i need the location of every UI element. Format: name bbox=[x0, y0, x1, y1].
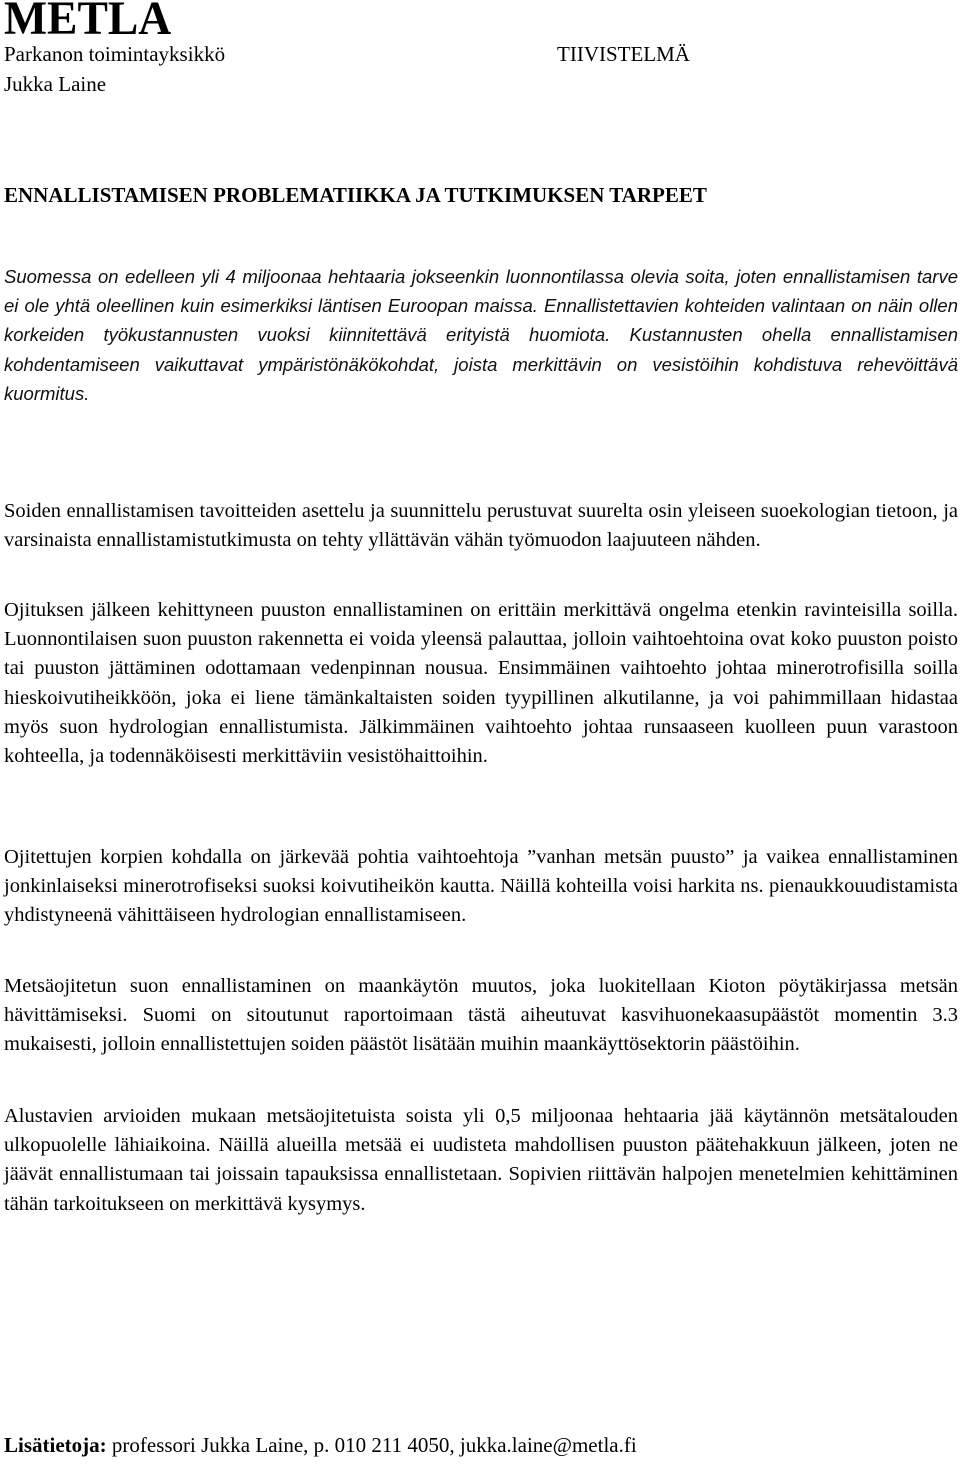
document-type: TIIVISTELMÄ bbox=[557, 42, 690, 66]
author-name: Jukka Laine bbox=[4, 72, 107, 96]
document-title: ENNALLISTAMISEN PROBLEMATIIKKA JA TUTKIMUKSEN TARPEET bbox=[4, 183, 707, 207]
footer-contact bbox=[4, 1431, 637, 1459]
body-paragraph-1: Soiden ennallistamisen tavoitteiden asettelu ja suunnittelu perustuvat suurelta osin yleiseen suoekologian tietoon, ja varsinaista ennallistamistutkimusta on tehty yllättävän vähän työmuodon laajuuteen nähden. bbox=[4, 500, 958, 552]
body-paragraph-3: Ojitettujen korpien kohdalla on järkevää pohtia vaihtoehtoja ”vanhan metsän puusto” ja vaikea ennallistaminen jonkinlaiseksi minerotrofiseksi suoksi koivutiheikön kautta. Näillä kohteilla voisi harkita ns. pienaukkouudistamista yhdistyneenä vähittäiseen hydrologian ennallistamiseen. bbox=[4, 846, 958, 927]
metla-logo: METLA bbox=[4, 0, 172, 45]
footer-contact-text: professori Jukka Laine, p. 010 211 4050, jukka.laine@metla.fi bbox=[106, 1433, 637, 1457]
body-paragraph-4: Metsäojitetun suon ennallistaminen on maankäytön muutos, joka luokitellaan Kioton pöytäkirjassa metsän hävittämiseksi. Suomi on sitoutunut raportoimaan tästä aiheutuvat kasvihuonekaasupäästöt momentin 3.3 mukaisesti, jolloin ennallistettujen soiden päästöt lisätään muihin maankäyttösektorin päästöihin. bbox=[4, 975, 958, 1056]
body-paragraph-5: Alustavien arvioiden mukaan metsäojitetuista soista yli 0,5 miljoonaa hehtaaria jää käytännön metsätalouden ulkopuolelle lähiaikoina. Näillä alueilla metsää ei uudisteta mahdollisen puuston päätehakkuun jälkeen, joten ne jäävät ennallistumaan tai joissain tapauksissa ennallistetaan. Sopivien riittävän halpojen menetelmien kehittäminen tähän tarkoitukseen on merkittävä kysymys. bbox=[4, 1105, 958, 1215]
body-paragraph-2: Ojituksen jälkeen kehittyneen puuston ennallistaminen on erittäin merkittävä ongelma etenkin ravinteisilla soilla. Luonnontilaisen suon puuston rakennetta ei voida yleensä palauttaa, jolloin vaihtoehtoina ovat koko puuston poisto tai puuston jättäminen odottamaan vedenpinnan nousua. Ensimmäinen vaihtoehto johtaa minerotrofisilla soilla hieskoivutiheikköön, joka ei liene tämänkaltaisten soiden tyypillinen alkutilanne, ja voi pahimmillaan hidastaa myös suon hydrologian ennallistumista. Jälkimmäinen vaihtoehto johtaa runsaaseen kuolleen puun varastoon kohteella, ja todennäköisesti merkittäviin vesistöhaittoihin. bbox=[4, 599, 958, 768]
unit-name: Parkanon toimintayksikkö bbox=[4, 42, 226, 66]
footer-label: Lisätietoja: bbox=[4, 1433, 107, 1457]
abstract-paragraph: Suomessa on edelleen yli 4 miljoonaa hehtaaria jokseenkin luonnontilassa olevia soita, joten ennallistamisen tarve ei ole yhtä oleellinen kuin esimerkiksi läntisen Euroopan maissa. Ennallistettavien kohteiden valintaan on näin ollen korkeiden työkustannusten vuoksi kiinnitettävä erityistä huomiota. Kustannusten ohella ennallistamisen kohdentamiseen vaikuttavat ympäristönäkökohdat, joista merkittävin on vesistöihin kohdistuva rehevöittävä kuormitus. bbox=[4, 266, 958, 404]
